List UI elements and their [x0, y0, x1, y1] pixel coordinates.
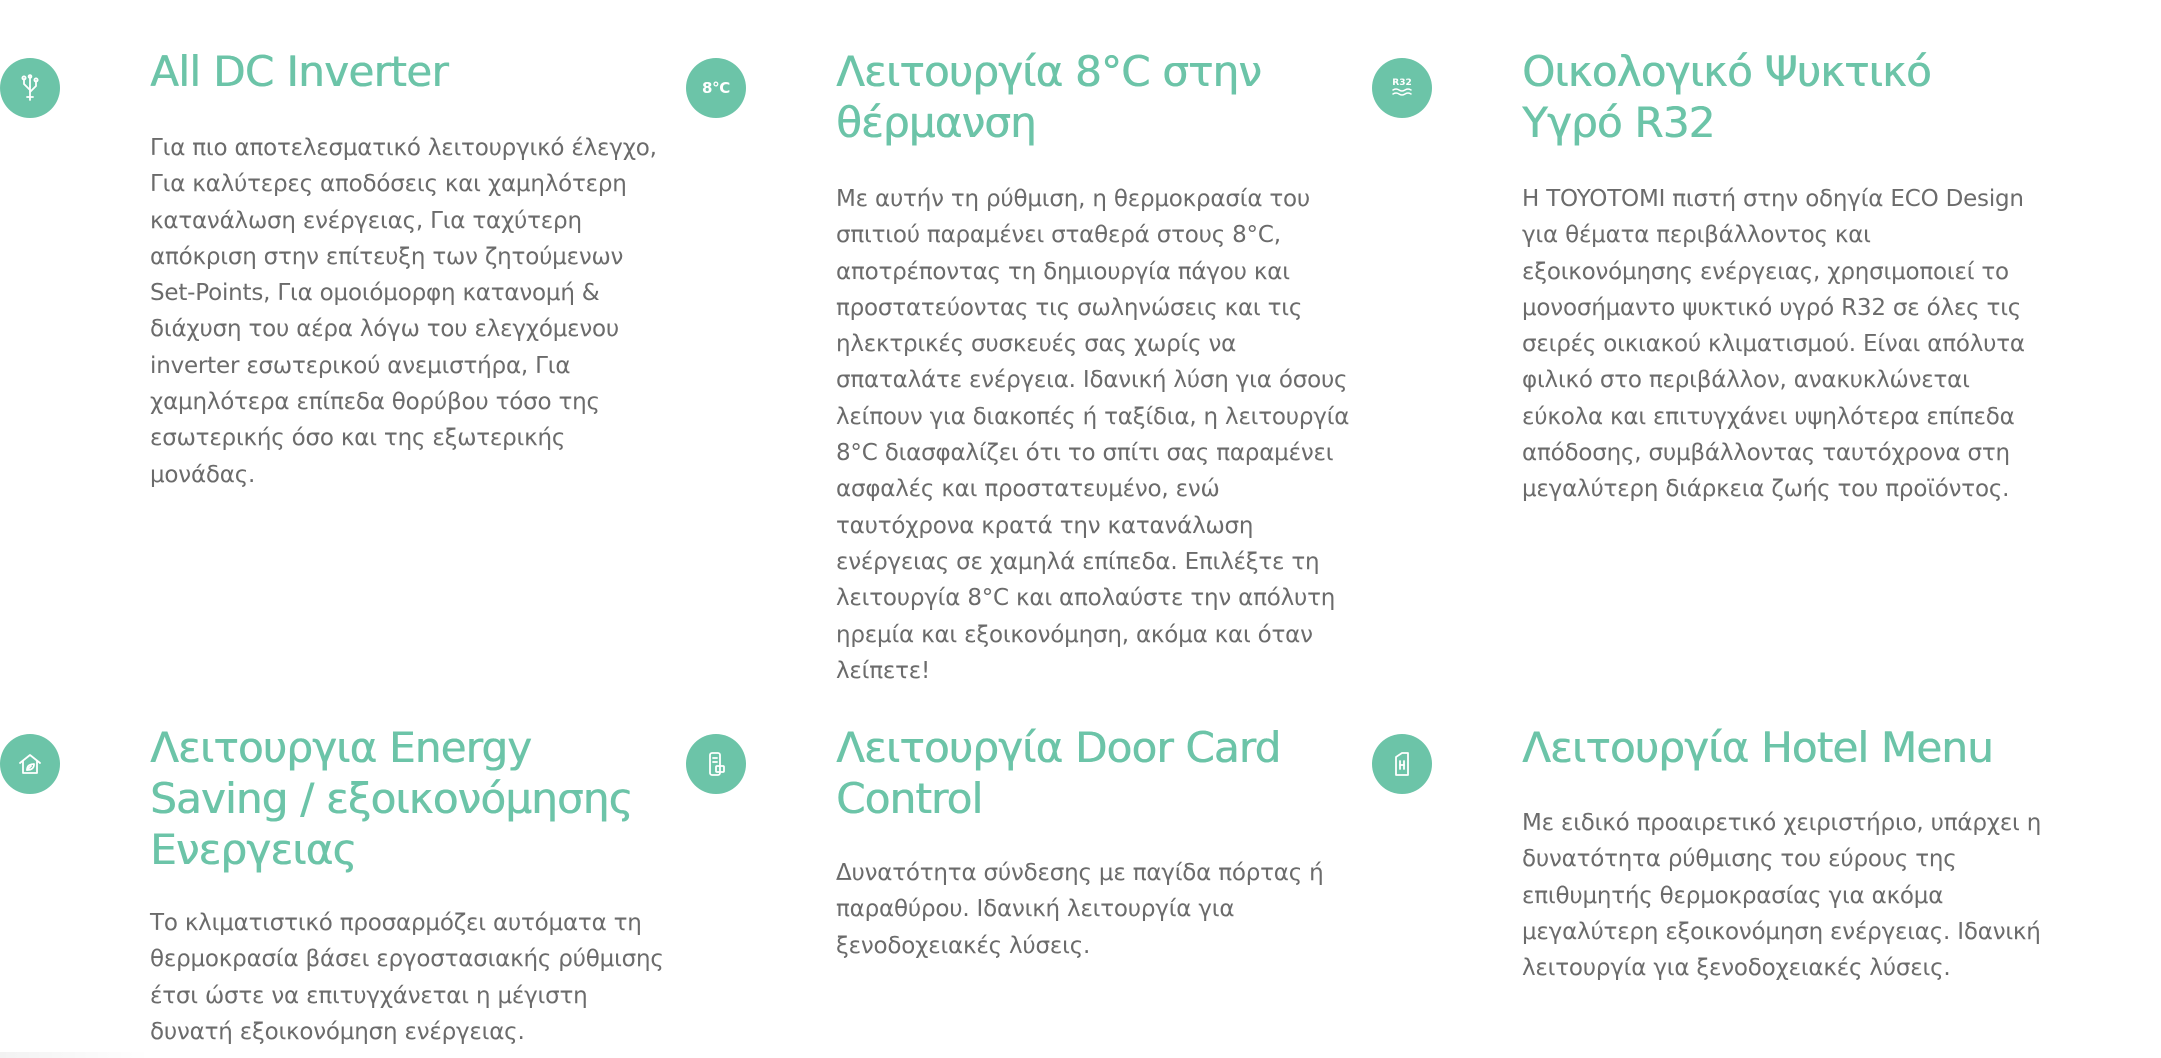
- feature-description: Για πιο αποτελεσματικό λειτουργικό έλεγχο, Για καλύτερες αποδόσεις και χαμηλότερη κατανάλωση ενέργειας, Για ταχύτερη απόκριση στην επίτευξη των ζητούμενων Set-Points, Για ομοιόμορφη κατανομή & διάχυση του αέρα λόγω του ελεγχόμενου inverter εσωτερικού ανεμιστήρα, Για χαμηλότερα επίπεδα θορύβου τόσο της εσωτερικής όσο και της εξωτερικής μονάδας.: [150, 135, 657, 488]
- hotel-icon: [1372, 734, 1432, 794]
- page-edge-shadow: [0, 1052, 150, 1058]
- r32-icon-label: R32: [1392, 78, 1412, 88]
- feature-title: Λειτουργία Door Card Control: [836, 723, 1281, 823]
- temperature-8c-icon: [686, 58, 746, 118]
- feature-description: Η TOYOTOMI πιστή στην οδηγία ECO Design για θέματα περιβάλλοντος και εξοικονόμησης ενέργειας, χρησιμοποιεί το μονοσήμαντο ψυκτικό υγρό R32 σε όλες τις σειρές οικιακού κλιματισμού. Είναι απόλυτα φιλικό στο περιβάλλον, ανακυκλώνεται εύκολα και επιτυγχάνει υψηλότερα επίπεδα απόδοσης, συμβάλλοντας ταυτόχρονα στη μεγαλύτερη διάρκεια ζωής του προϊόντος.: [1522, 186, 2025, 503]
- feature-title: Λειτουργία Hotel Menu: [1522, 723, 1993, 772]
- feature-description: Με ειδικό προαιρετικό χειριστήριο, υπάρχει η δυνατότητα ρύθμισης του εύρους της επιθυμητής θερμοκρασίας για ακόμα μεγαλύτερη εξοικονόμηση ενέργειας. Ιδανική λειτουργία για ξενοδοχειακές λύσεις.: [1522, 810, 2042, 982]
- feature-title: Λειτουργία 8°C στην θέρμανση: [836, 47, 1261, 147]
- r32-refrigerant-icon: [1372, 58, 1432, 118]
- feature-description: Το κλιματιστικό προσαρμόζει αυτόματα τη θερμοκρασία βάσει εργοστασιακής ρύθμισης έτσι ώστε να επιτυγχάνεται η μέγιστη δυνατή εξοικονόμηση ενέργειας.: [150, 910, 664, 1045]
- feature-title: Οικολογικό Ψυκτικό Υγρό R32: [1522, 47, 1931, 147]
- feature-description: Δυνατότητα σύνδεσης με παγίδα πόρτας ή παραθύρου. Ιδανική λειτουργία για ξενοδοχειακές λύσεις.: [836, 860, 1324, 959]
- door-card-icon: [686, 734, 746, 794]
- temperature-8c-icon-label: 8°C: [701, 79, 731, 97]
- feature-description: Με αυτήν τη ρύθμιση, η θερμοκρασία του σπιτιού παραμένει σταθερά στους 8°C, αποτρέποντας τη δημιουργία πάγου και προστατεύοντας τις σωληνώσεις και τις ηλεκτρικές συσκευές σας χωρίς να σπαταλάτε ενέργεια. Ιδανική λύση για όσους λείπουν για διακοπές ή ταξίδια, η λειτουργία 8°C διασφαλίζει ότι το σπίτι σας παραμένει ασφαλές και προστατευμένο, ενώ ταυτόχρονα κρατά την κατανάλωση ενέργειας σε χαμηλά επίπεδα. Επιλέξτε τη λειτουργία 8°C και απολαύστε την απόλυτη ηρεμία και εξοικονόμηση, ακόμα και όταν λείπετε!: [836, 186, 1350, 684]
- circuit-icon: [0, 58, 60, 118]
- eco-house-icon: [0, 734, 60, 794]
- feature-title: All DC Inverter: [150, 47, 448, 96]
- feature-title: Λειτουργια Energy Saving / εξοικονόμησης Ενεργειας: [150, 723, 633, 874]
